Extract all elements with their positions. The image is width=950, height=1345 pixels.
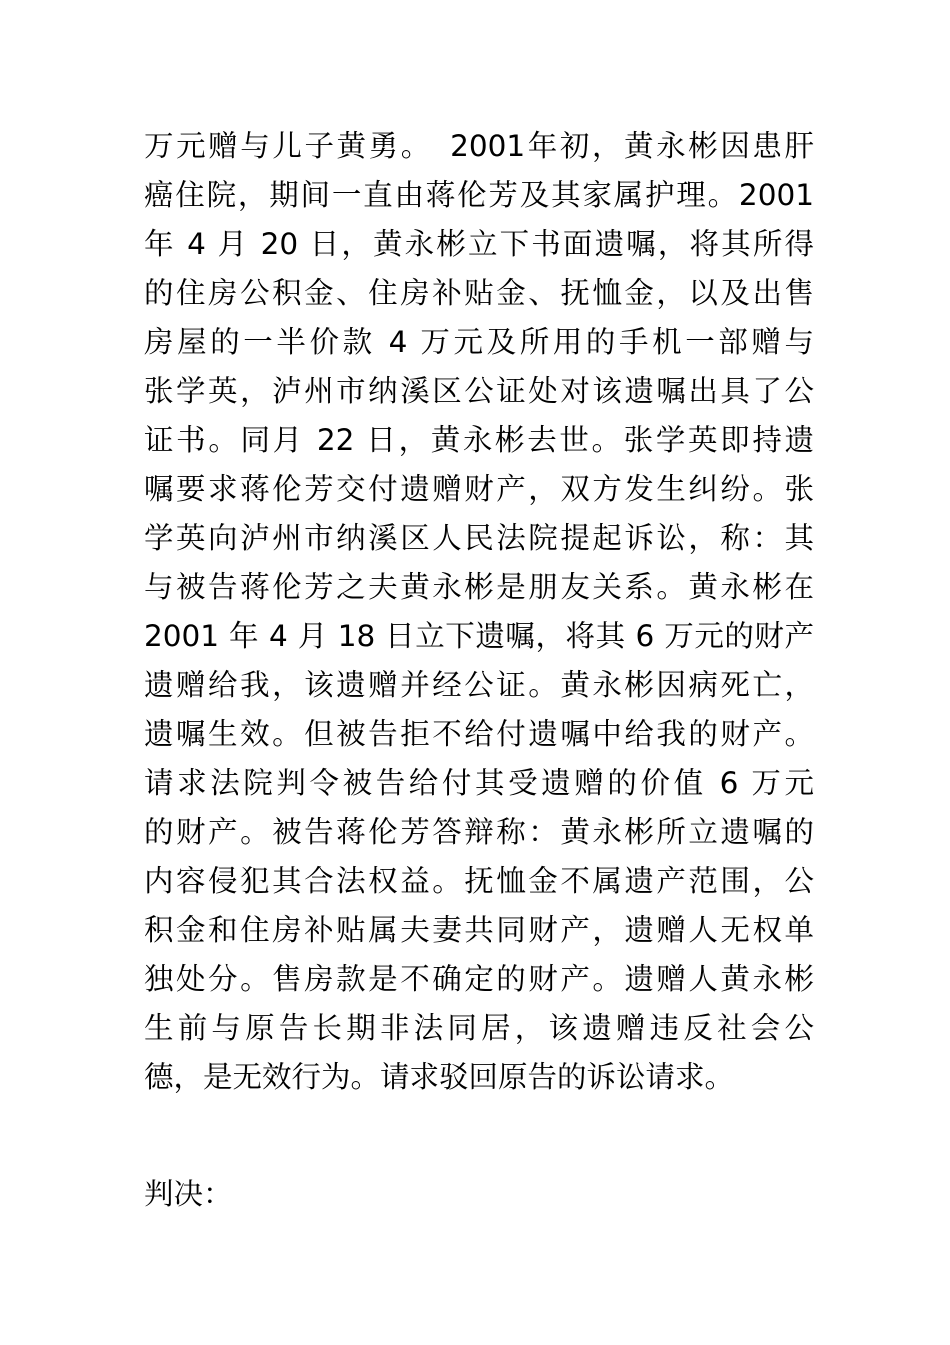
paragraph-line: 独处分。售房款是不确定的财产。遗赠人黄永彬 xyxy=(144,962,814,996)
verdict-heading: 判决： xyxy=(144,1177,233,1211)
paragraph-line: 遗嘱生效。但被告拒不给付遗嘱中给我的财产。 xyxy=(144,717,814,751)
paragraph-line: 的财产。被告蒋伦芳答辩称：黄永彬所立遗嘱的 xyxy=(144,815,814,849)
paragraph-line: 德，是无效行为。请求驳回原告的诉讼请求。 xyxy=(144,1060,735,1094)
paragraph-line: 学英向泸州市纳溪区人民法院提起诉讼，称：其 xyxy=(144,521,814,555)
paragraph-line: 年 4 月 20 日，黄永彬立下书面遗嘱，将其所得 xyxy=(144,227,814,261)
paragraph-line: 的住房公积金、住房补贴金、抚恤金，以及出售 xyxy=(144,276,814,310)
paragraph-line: 张学英，泸州市纳溪区公证处对该遗嘱出具了公 xyxy=(144,374,814,408)
paragraph-line: 生前与原告长期非法同居，该遗赠违反社会公 xyxy=(144,1011,814,1045)
paragraph-line: 内容侵犯其合法权益。抚恤金不属遗产范围，公 xyxy=(144,864,814,898)
paragraph-line: 嘱要求蒋伦芳交付遗赠财产，双方发生纠纷。张 xyxy=(144,472,814,506)
paragraph-line: 证书。同月 22 日，黄永彬去世。张学英即持遗 xyxy=(144,423,814,457)
paragraph-line: 万元赠与儿子黄勇。 2001年初，黄永彬因患肝 xyxy=(144,129,814,163)
paragraph-line: 请求法院判令被告给付其受遗赠的价值 6 万元 xyxy=(144,766,814,800)
paragraph-line: 房屋的一半价款 4 万元及所用的手机一部赠与 xyxy=(144,325,814,359)
case-facts-paragraph xyxy=(144,122,814,1102)
paragraph-line: 积金和住房补贴属夫妻共同财产，遗赠人无权单 xyxy=(144,913,814,947)
paragraph-line: 遗赠给我，该遗赠并经公证。黄永彬因病死亡， xyxy=(144,668,814,702)
paragraph-line: 癌住院，期间一直由蒋伦芳及其家属护理。2001 xyxy=(144,178,814,212)
paragraph-line: 与被告蒋伦芳之夫黄永彬是朋友关系。黄永彬在 xyxy=(144,570,814,604)
paragraph-line: 2001 年 4 月 18 日立下遗嘱，将其 6 万元的财产 xyxy=(144,619,814,653)
